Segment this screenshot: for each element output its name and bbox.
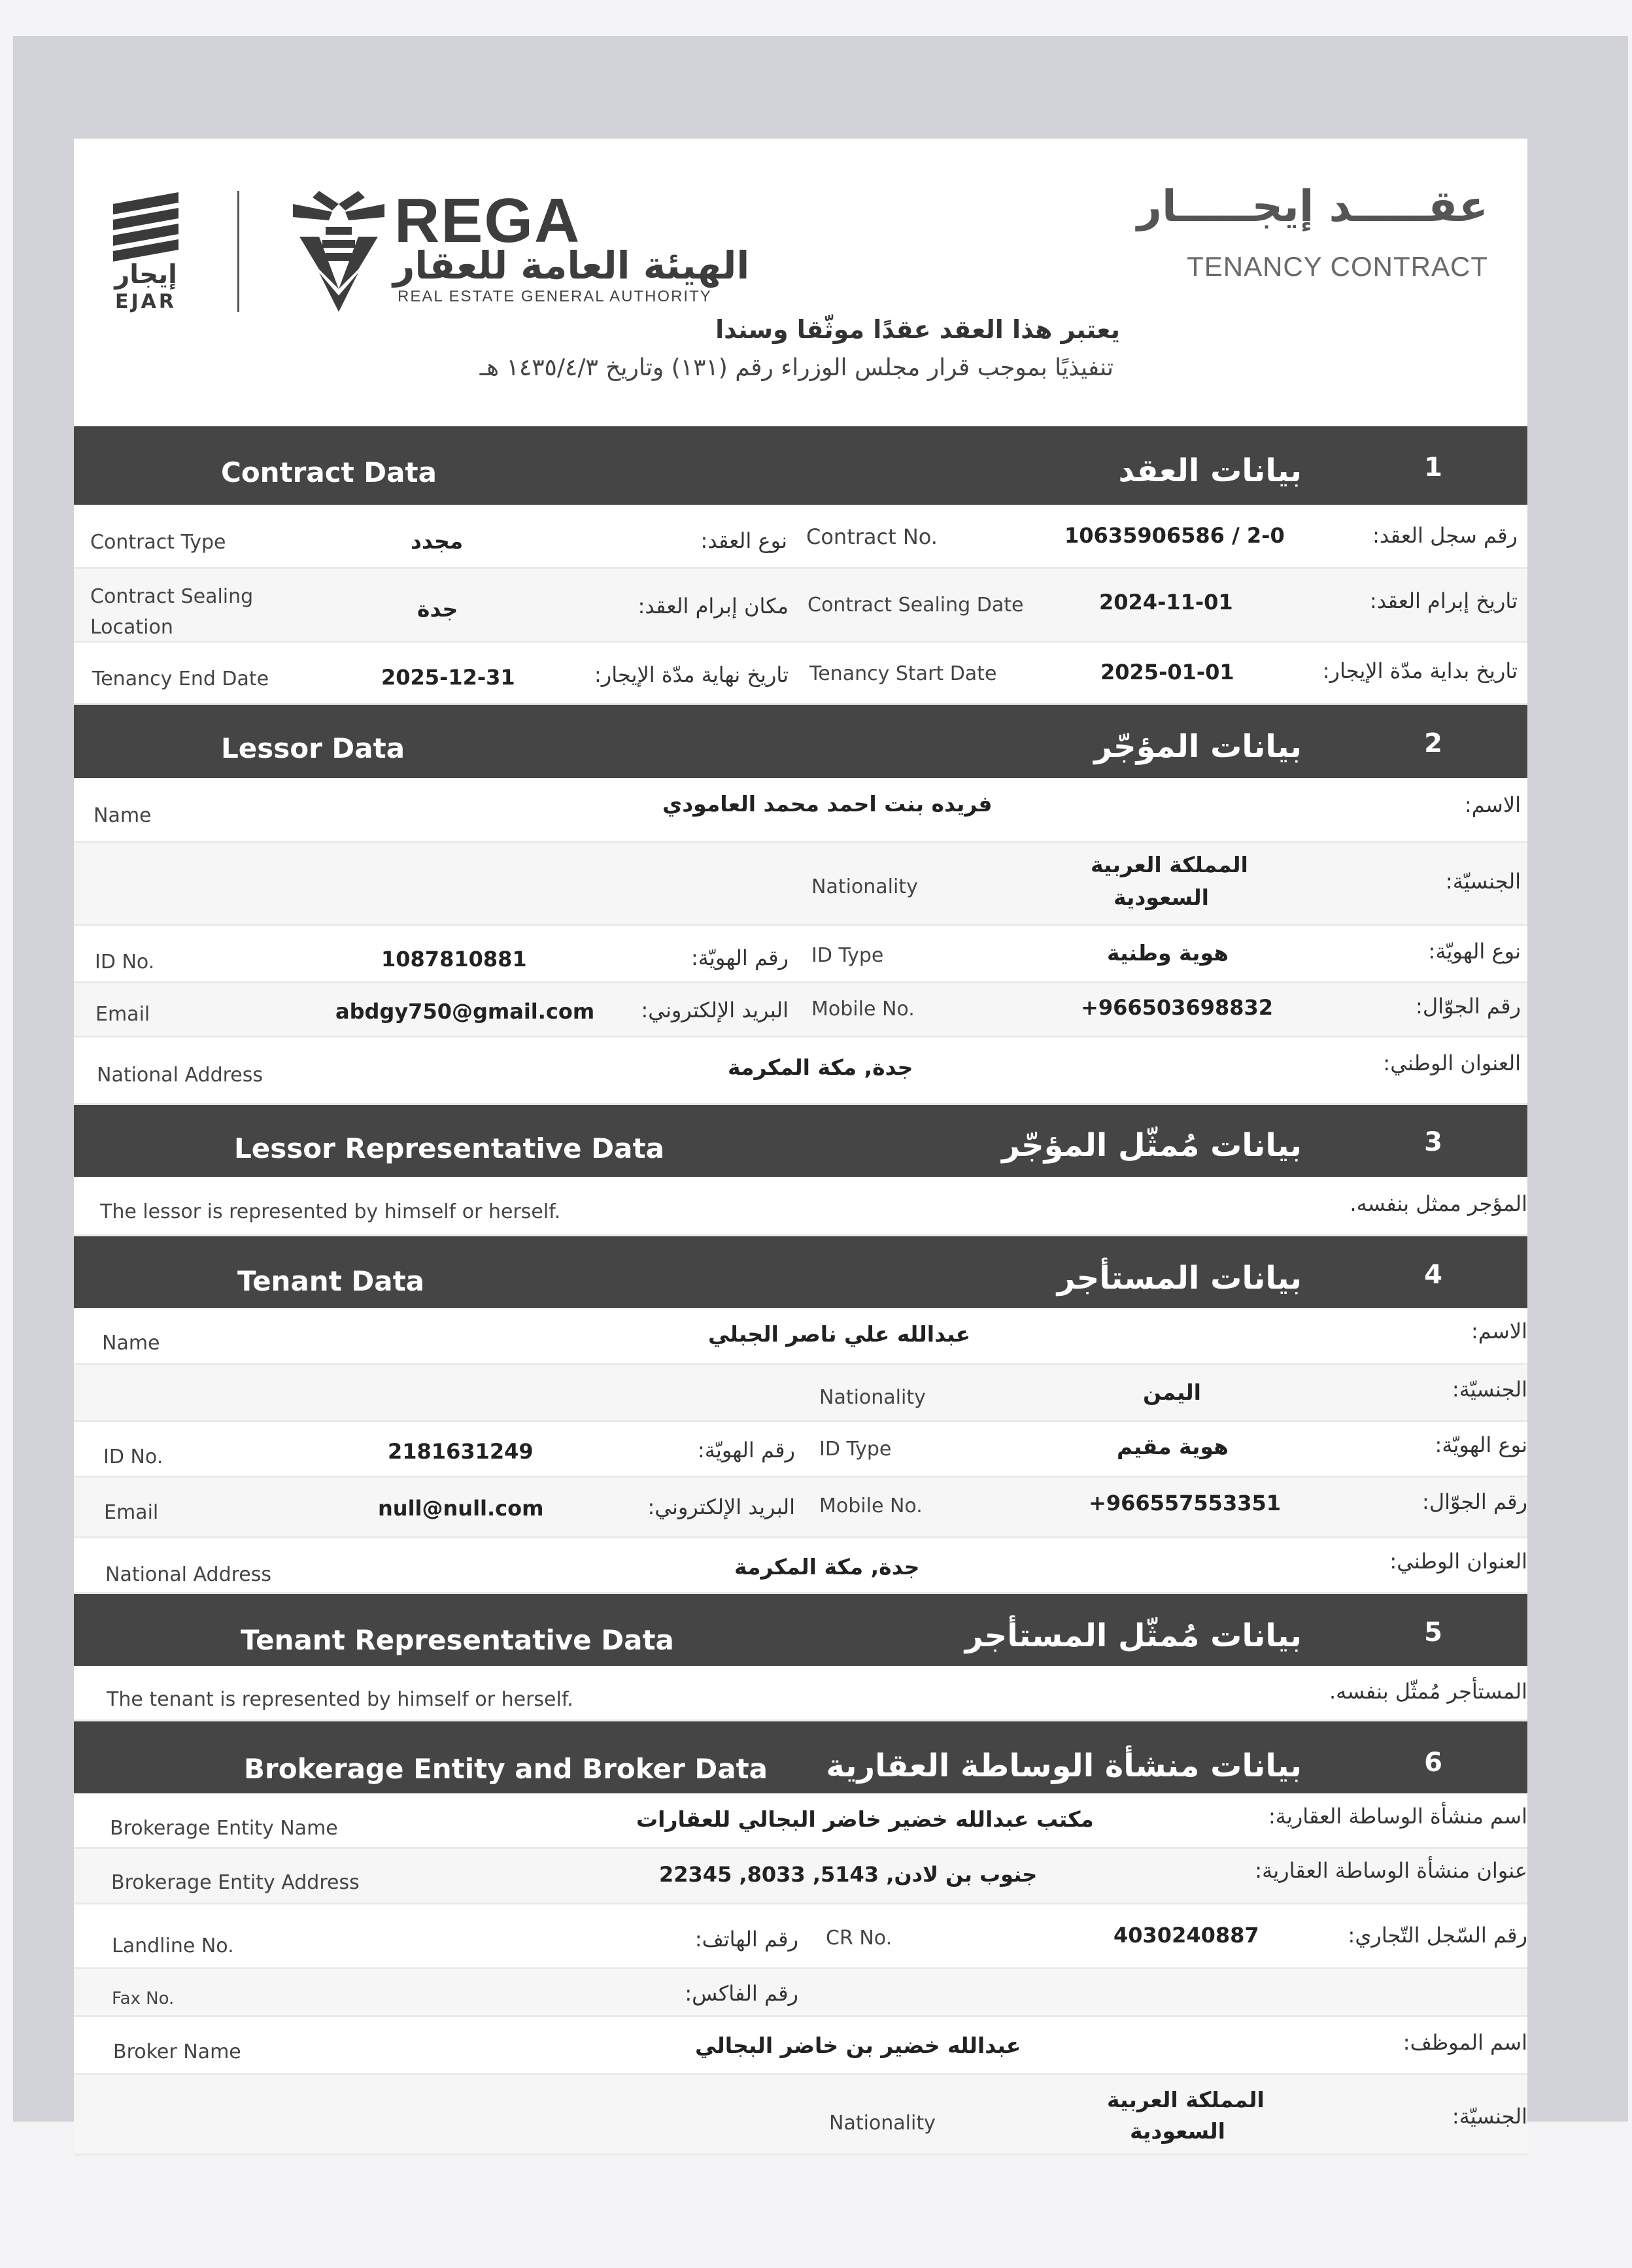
tenancy-start-value: 2025-01-01	[1100, 660, 1234, 685]
document-header	[74, 139, 1527, 426]
tenancy-end-value: 2025-12-31	[381, 665, 515, 690]
section-title-english: Brokerage Entity and Broker Data	[244, 1753, 768, 1785]
tenant-address-value: جدة, مكة المكرمة	[734, 1554, 920, 1580]
broker-name-value: عبدالله خضير بن خاضر البجالي	[695, 2033, 1021, 2058]
section-title-english: Tenant Representative Data	[241, 1624, 674, 1656]
document-title-english: TENANCY CONTRACT	[1187, 251, 1488, 282]
section-number: 3	[1424, 1127, 1442, 1157]
section-header	[74, 705, 1527, 778]
lessor-idtype-value: هوية وطنية	[1107, 940, 1229, 966]
section-title-english: Lessor Data	[221, 732, 405, 764]
ejar-logo-arabic: إيجار	[114, 260, 177, 290]
contract-row-3	[74, 643, 1527, 705]
lessor-id-row	[74, 926, 1527, 983]
lessor-idtype-label-arabic: نوع الهويّة:	[1428, 939, 1521, 964]
section-title-english: Contract Data	[221, 456, 437, 488]
brokerage-entity-label: Brokerage Entity Name	[110, 1817, 338, 1840]
sealing-location-value: جدة	[417, 596, 458, 622]
lessor-email-label-arabic: البريد الإلكتروني:	[641, 998, 789, 1023]
lessor-id-label-arabic: رقم الهويّة:	[691, 945, 789, 970]
section-lessor-representative	[74, 1105, 1527, 1236]
brokerage-address-row	[74, 1849, 1527, 1904]
lessor-address-label: National Address	[97, 1064, 264, 1087]
lessor-email-label: Email	[95, 1003, 150, 1026]
section-number: 5	[1424, 1617, 1442, 1648]
tenant-representative-text-arabic: المستأجر مُمثّل بنفسه.	[1329, 1679, 1527, 1704]
sealing-location-label-arabic: مكان إبرام العقد:	[638, 594, 789, 618]
brokerage-entity-value: مكتب عبدالله خضير خاضر البجالي للعقارات	[636, 1806, 1094, 1832]
contract-type-label: Contract Type	[90, 531, 226, 554]
broker-nationality-label: Nationality	[829, 2112, 936, 2135]
document-title-arabic: عقـــــد إيجـــــار	[1136, 181, 1488, 231]
tenant-idtype-label: ID Type	[819, 1438, 892, 1461]
intro-line-1: يعتبر هذا العقد عقدًا موثّقا وسندا	[715, 315, 1120, 344]
tenant-nationality-label-arabic: الجنسيّة:	[1452, 1377, 1527, 1402]
tenant-address-label-arabic: العنوان الوطني:	[1389, 1549, 1527, 1574]
section-header	[74, 1236, 1527, 1308]
sealing-date-value: 2024-11-01	[1099, 590, 1233, 615]
tenant-name-label: Name	[102, 1332, 160, 1355]
lessor-nationality-value-2: السعودية	[1114, 885, 1209, 910]
sealing-date-label-arabic: تاريخ إبرام العقد:	[1369, 588, 1518, 613]
tenant-address-row	[74, 1538, 1527, 1594]
tenant-mobile-label: Mobile No.	[819, 1495, 923, 1517]
section-tenant-data	[74, 1236, 1527, 1594]
tenant-id-label: ID No.	[103, 1446, 163, 1468]
broker-nationality-value: المملكة العربية	[1107, 2087, 1265, 2112]
lessor-address-label-arabic: العنوان الوطني:	[1383, 1051, 1521, 1075]
sealing-location-label-2: Location	[90, 616, 173, 639]
brokerage-phone-row	[74, 1904, 1527, 1969]
section-number: 2	[1424, 728, 1442, 758]
lessor-name-label: Name	[94, 804, 152, 827]
tenant-email-label-arabic: البريد الإلكتروني:	[647, 1495, 795, 1519]
tenant-contact-row	[74, 1478, 1527, 1538]
lessor-address-value: جدة, مكة المكرمة	[728, 1055, 913, 1080]
rega-logo-english: REAL ESTATE GENERAL AUTHORITY	[398, 288, 712, 305]
lessor-name-row	[74, 778, 1527, 843]
lessor-email-value: abdgy750@gmail.com	[335, 999, 595, 1024]
rega-logo-arabic: الهيئة العامة للعقار	[393, 243, 750, 288]
lessor-mobile-label-arabic: رقم الجوّال:	[1416, 994, 1521, 1019]
lessor-id-value: 1087810881	[381, 947, 527, 972]
section-number: 1	[1424, 452, 1442, 482]
lessor-representative-text-arabic: المؤجر ممثل بنفسه.	[1350, 1191, 1527, 1216]
lessor-address-row	[74, 1038, 1527, 1105]
fax-label: Fax No.	[112, 1989, 175, 2008]
lessor-name-value: فريده بنت احمد محمد العامودي	[662, 791, 993, 817]
section-title-arabic: بيانات مُمثّل المستأجر	[964, 1617, 1302, 1654]
tenant-mobile-value: +966557553351	[1089, 1491, 1281, 1515]
section-header	[74, 1594, 1527, 1666]
lessor-idtype-label: ID Type	[811, 944, 884, 967]
tenant-id-label-arabic: رقم الهويّة:	[698, 1438, 795, 1463]
section-title-arabic: بيانات منشأة الوساطة العقارية	[826, 1748, 1302, 1784]
lessor-nationality-label: Nationality	[811, 875, 918, 898]
tenancy-start-label: Tenancy Start Date	[809, 662, 997, 685]
brokerage-fax-row	[74, 1969, 1527, 2017]
tenant-representative-row	[74, 1666, 1527, 1721]
cr-label-arabic: رقم السّجل التّجاري:	[1348, 1923, 1527, 1948]
tenant-idtype-label-arabic: نوع الهويّة:	[1435, 1432, 1527, 1457]
section-title-arabic: بيانات المستأجر	[1057, 1260, 1302, 1296]
broker-name-label: Broker Name	[113, 2040, 241, 2063]
section-title-arabic: بيانات مُمثّل المؤجّر	[1002, 1127, 1302, 1164]
lessor-representative-row	[74, 1177, 1527, 1236]
tenancy-end-label-arabic: تاريخ نهاية مدّة الإيجار:	[594, 662, 789, 687]
section-header	[74, 1105, 1527, 1177]
contract-type-label-arabic: نوع العقد:	[700, 528, 787, 553]
section-title-english: Tenant Data	[237, 1265, 425, 1297]
cr-label: CR No.	[826, 1927, 892, 1950]
landline-label: Landline No.	[112, 1935, 234, 1957]
tenant-name-row	[74, 1308, 1527, 1365]
lessor-nationality-value: المملكة العربية	[1091, 852, 1248, 877]
lessor-mobile-label: Mobile No.	[811, 998, 915, 1021]
contract-no-label-arabic: رقم سجل العقد:	[1372, 523, 1518, 548]
section-title-arabic: بيانات المؤجّر	[1094, 728, 1302, 765]
section-tenant-representative	[74, 1594, 1527, 1721]
sealing-location-label: Contract Sealing	[90, 585, 254, 608]
tenant-mobile-label-arabic: رقم الجوّال:	[1422, 1489, 1527, 1514]
tenant-representative-text: The tenant is represented by himself or herself.	[107, 1688, 573, 1711]
broker-nationality-row	[74, 2075, 1527, 2156]
section-contract-data	[74, 426, 1527, 705]
lessor-id-label: ID No.	[95, 951, 155, 973]
contract-no-value: 10635906586 / 2-0	[1064, 523, 1285, 548]
section-title-arabic: بيانات العقد	[1118, 452, 1302, 489]
rega-logo-text: REGA	[394, 186, 581, 256]
tenant-address-label: National Address	[105, 1563, 272, 1586]
ejar-bars-icon	[110, 191, 182, 263]
section-brokerage-data	[74, 1721, 1527, 2156]
brokerage-address-label-arabic: عنوان منشأة الوساطة العقارية:	[1255, 1858, 1527, 1883]
contract-type-value: مجدد	[411, 528, 464, 554]
lessor-mobile-value: +966503698832	[1081, 995, 1273, 1020]
tenant-nationality-value: اليمن	[1143, 1379, 1201, 1405]
rega-emblem-icon	[293, 191, 384, 312]
brokerage-entity-row	[74, 1793, 1527, 1849]
tenant-nationality-label: Nationality	[819, 1386, 926, 1409]
section-header	[74, 1721, 1527, 1793]
tenant-nationality-row	[74, 1365, 1527, 1422]
section-number: 4	[1424, 1260, 1442, 1290]
tenancy-start-label-arabic: تاريخ بداية مدّة الإيجار:	[1322, 658, 1518, 683]
logo-divider	[237, 191, 239, 312]
section-header	[74, 426, 1527, 505]
tenant-id-value: 2181631249	[388, 1439, 534, 1464]
tenant-name-value: عبدالله علي ناصر الجبلي	[708, 1321, 971, 1347]
ejar-logo-text: EJAR	[115, 290, 177, 313]
lessor-nationality-row	[74, 843, 1527, 926]
lessor-name-label-arabic: الاسم:	[1464, 792, 1521, 817]
tenancy-end-label: Tenancy End Date	[92, 668, 269, 690]
sealing-date-label: Contract Sealing Date	[808, 594, 1024, 617]
broker-nationality-value-2: السعودية	[1130, 2118, 1225, 2144]
cr-value: 4030240887	[1114, 1923, 1259, 1948]
lessor-contact-row	[74, 983, 1527, 1038]
lessor-representative-text: The lessor is represented by himself or herself.	[100, 1200, 561, 1223]
broker-name-label-arabic: اسم الموظف:	[1402, 2030, 1527, 2055]
lessor-nationality-label-arabic: الجنسيّة:	[1445, 869, 1521, 894]
broker-nationality-label-arabic: الجنسيّة:	[1452, 2104, 1527, 2129]
intro-line-2: تنفيذيًا بموجب قرار مجلس الوزراء رقم (١٣١) وتاريخ ١٤٣٥/٤/٣ هـ	[479, 354, 1114, 381]
brokerage-address-value: جنوب بن لادن, 5143, 8033, 22345	[659, 1862, 1038, 1887]
broker-name-row	[74, 2017, 1527, 2075]
brokerage-address-label: Brokerage Entity Address	[111, 1871, 360, 1894]
tenant-id-row	[74, 1422, 1527, 1478]
contract-row-2	[74, 569, 1527, 643]
ejar-logo	[110, 191, 182, 313]
contract-no-label: Contract No.	[806, 524, 938, 549]
fax-label-arabic: رقم الفاكس:	[685, 1981, 798, 2006]
tenant-idtype-value: هوية مقيم	[1117, 1434, 1229, 1459]
tenant-email-value: null@null.com	[378, 1496, 544, 1521]
contract-document	[74, 139, 1527, 2144]
section-lessor-data	[74, 705, 1527, 1105]
landline-label-arabic: رقم الهاتف:	[694, 1927, 798, 1952]
tenant-name-label-arabic: الاسم:	[1470, 1319, 1527, 1344]
tenant-email-label: Email	[104, 1501, 159, 1524]
section-title-english: Lessor Representative Data	[234, 1132, 664, 1164]
section-number: 6	[1424, 1748, 1442, 1778]
contract-row-1	[74, 505, 1527, 569]
brokerage-entity-label-arabic: اسم منشأة الوساطة العقارية:	[1268, 1804, 1527, 1829]
